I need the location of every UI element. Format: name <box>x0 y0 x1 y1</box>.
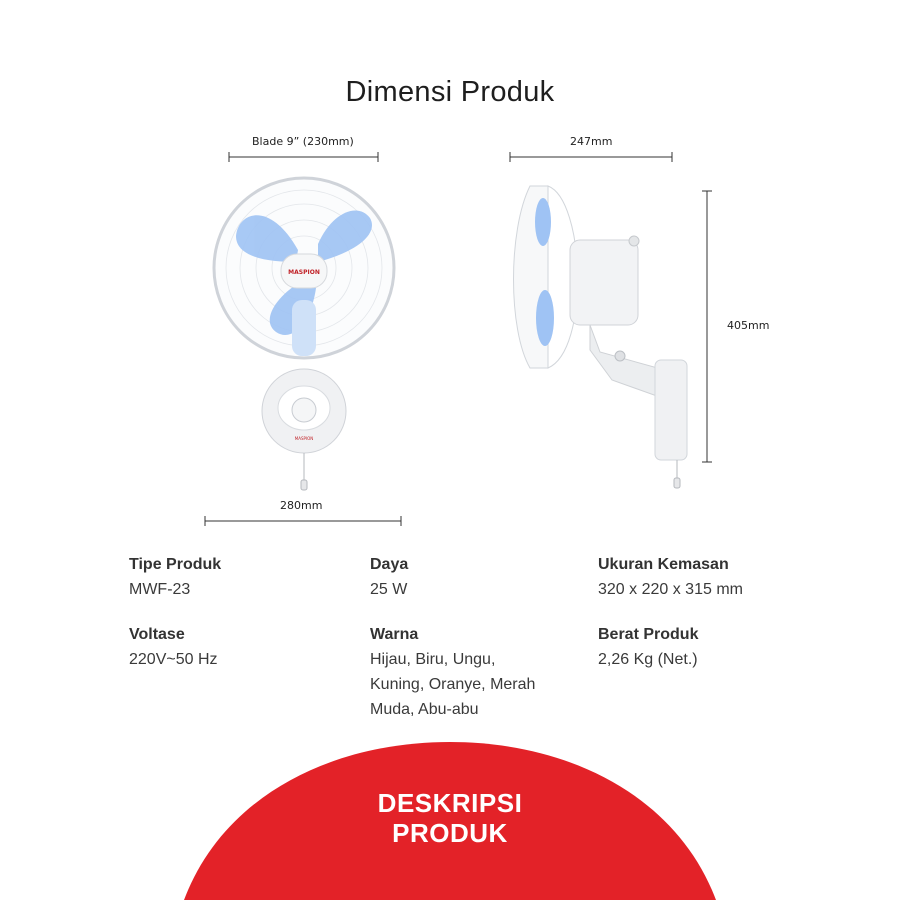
spec-value: Kuning, Oranye, Merah <box>370 676 536 693</box>
spec-value: MWF-23 <box>129 581 191 598</box>
banner-line: DESKRIPSI <box>377 788 523 818</box>
height-dimension-label: 405mm <box>727 319 770 332</box>
spec-label: Daya <box>370 556 409 573</box>
spec-label: Ukuran Kemasan <box>598 556 729 573</box>
spec-value: 220V~50 Hz <box>129 651 218 668</box>
spec-value: 320 x 220 x 315 mm <box>598 581 743 598</box>
svg-text:MASPION: MASPION <box>294 436 314 441</box>
brand-logo: MASPION <box>288 269 320 276</box>
blade-dimension-label: Blade 9” (230mm) <box>252 135 354 148</box>
spec-kemasan <box>598 552 743 602</box>
spec-tipe <box>129 552 221 602</box>
spec-daya <box>370 552 408 602</box>
spec-voltase <box>129 622 218 672</box>
spec-value: 25 W <box>370 581 408 598</box>
banner-label <box>0 788 900 848</box>
spec-label: Warna <box>370 626 419 643</box>
spec-berat <box>598 622 698 672</box>
spec-label: Berat Produk <box>598 626 699 643</box>
spec-value: 2,26 Kg (Net.) <box>598 651 698 668</box>
spec-label: Tipe Produk <box>129 556 222 573</box>
depth-dimension-label: 247mm <box>570 135 613 148</box>
width-dimension-label: 280mm <box>280 499 323 512</box>
page-title: Dimensi Produk <box>345 76 555 108</box>
spec-warna <box>370 622 535 722</box>
spec-value: Muda, Abu-abu <box>370 701 479 718</box>
spec-value: Hijau, Biru, Ungu, <box>370 651 496 668</box>
spec-label: Voltase <box>129 626 185 643</box>
fan-side-view <box>514 186 688 488</box>
fan-front-view <box>214 178 394 490</box>
banner-line: PRODUK <box>392 818 508 848</box>
